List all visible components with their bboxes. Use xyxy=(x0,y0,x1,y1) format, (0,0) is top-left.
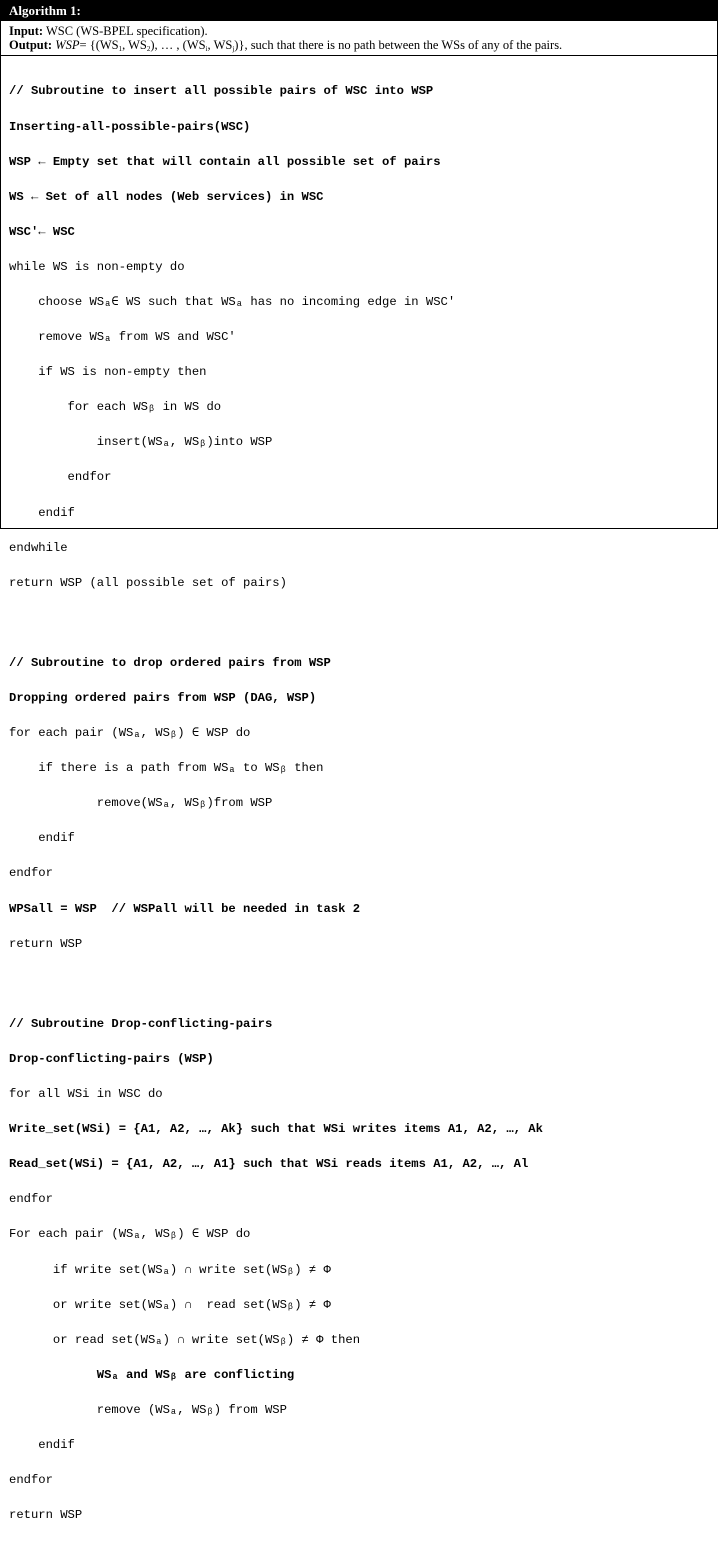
code-line: if there is a path from WSₐ to WSᵦ then xyxy=(9,761,324,776)
code-line: or write set(WSₐ) ∩ read set(WSᵦ) ≠ Φ xyxy=(9,1297,331,1312)
code-line: remove (WSₐ, WSᵦ) from WSP xyxy=(9,1402,287,1417)
code-line: WPSall = WSP // WSPall will be needed in task 2 xyxy=(9,901,361,916)
code-line: for each WSᵦ in WS do xyxy=(9,400,222,415)
output-sub-2: 2 xyxy=(146,45,151,53)
output-text-3: ), … , (WS xyxy=(150,38,206,52)
output-text-4: , WS xyxy=(207,38,233,52)
output-line xyxy=(9,38,709,52)
section-gap xyxy=(9,974,717,984)
output-text-5: )}, such that there is no path between the WSs of any of the pairs. xyxy=(234,38,563,52)
code-line: WSC′← WSC xyxy=(9,224,75,239)
code-line: choose WSₐ∈ WS such that WSₐ has no incoming edge in WSC′ xyxy=(9,294,456,309)
algorithm-title: Algorithm 1: xyxy=(1,1,717,21)
section-gap xyxy=(9,613,717,623)
code-line: endwhile xyxy=(9,540,68,555)
input-label: Input: xyxy=(9,24,44,38)
code-line: return WSP xyxy=(9,936,83,951)
code-line: if WS is non-empty then xyxy=(9,365,207,380)
input-line xyxy=(9,24,709,38)
code-line: Read_set(WSi) = {A1, A2, …, A1} such that WSi reads items A1, A2, …, Al xyxy=(9,1157,529,1172)
output-label: Output: xyxy=(9,38,53,52)
code-line: // Subroutine to drop ordered pairs from WSP xyxy=(9,655,331,670)
code-line: WSP ← Empty set that will contain all possible set of pairs xyxy=(9,154,441,169)
code-line: Dropping ordered pairs from WSP (DAG, WSP) xyxy=(9,691,317,706)
output-sub-1: 1 xyxy=(118,45,123,53)
output-var: WSP xyxy=(55,38,80,52)
code-line: Drop-conflicting-pairs (WSP) xyxy=(9,1051,214,1066)
output-text-2: , WS xyxy=(122,38,147,52)
code-line: endif xyxy=(9,1438,75,1452)
code-line: // Subroutine Drop-conflicting-pairs xyxy=(9,1016,273,1031)
code-line: // Subroutine to insert all possible pairs of WSC into WSP xyxy=(9,84,434,99)
code-line: WSₐ and WSᵦ are conflicting xyxy=(9,1367,295,1382)
output-sub-3: i xyxy=(205,45,208,53)
code-line: for all WSi in WSC do xyxy=(9,1087,163,1102)
pseudocode xyxy=(1,56,717,1545)
code-line: remove WSₐ from WS and WSC′ xyxy=(9,330,236,345)
code-line: endfor xyxy=(9,866,53,881)
code-line: WS ← Set of all nodes (Web services) in WSC xyxy=(9,189,324,204)
code-line: endfor xyxy=(9,1192,53,1207)
code-line: insert(WSₐ, WSᵦ)into WSP xyxy=(9,435,273,450)
code-line: if write set(WSₐ) ∩ write set(WSᵦ) ≠ Φ xyxy=(9,1262,331,1277)
code-line: endfor xyxy=(9,1473,53,1488)
output-text-1: = {(WS xyxy=(79,38,119,52)
output-sub-4: j xyxy=(232,45,235,53)
code-line: endfor xyxy=(9,470,112,485)
io-section xyxy=(1,21,717,56)
input-text: WSC (WS-BPEL specification). xyxy=(45,24,208,38)
code-line: while WS is non-empty do xyxy=(9,259,185,274)
code-line: endif xyxy=(9,831,75,846)
code-line: remove(WSₐ, WSᵦ)from WSP xyxy=(9,796,273,811)
code-line: return WSP (all possible set of pairs) xyxy=(9,575,287,590)
code-line: return WSP xyxy=(9,1508,83,1523)
code-line: Write_set(WSi) = {A1, A2, …, Ak} such that WSi writes items A1, A2, …, Ak xyxy=(9,1122,543,1137)
code-line: endif xyxy=(9,505,75,520)
code-line: Inserting-all-possible-pairs(WSC) xyxy=(9,119,251,134)
code-line: For each pair (WSₐ, WSᵦ) ∈ WSP do xyxy=(9,1227,251,1242)
code-line: for each pair (WSₐ, WSᵦ) ∈ WSP do xyxy=(9,726,251,741)
code-line: or read set(WSₐ) ∩ write set(WSᵦ) ≠ Φ then xyxy=(9,1332,361,1347)
